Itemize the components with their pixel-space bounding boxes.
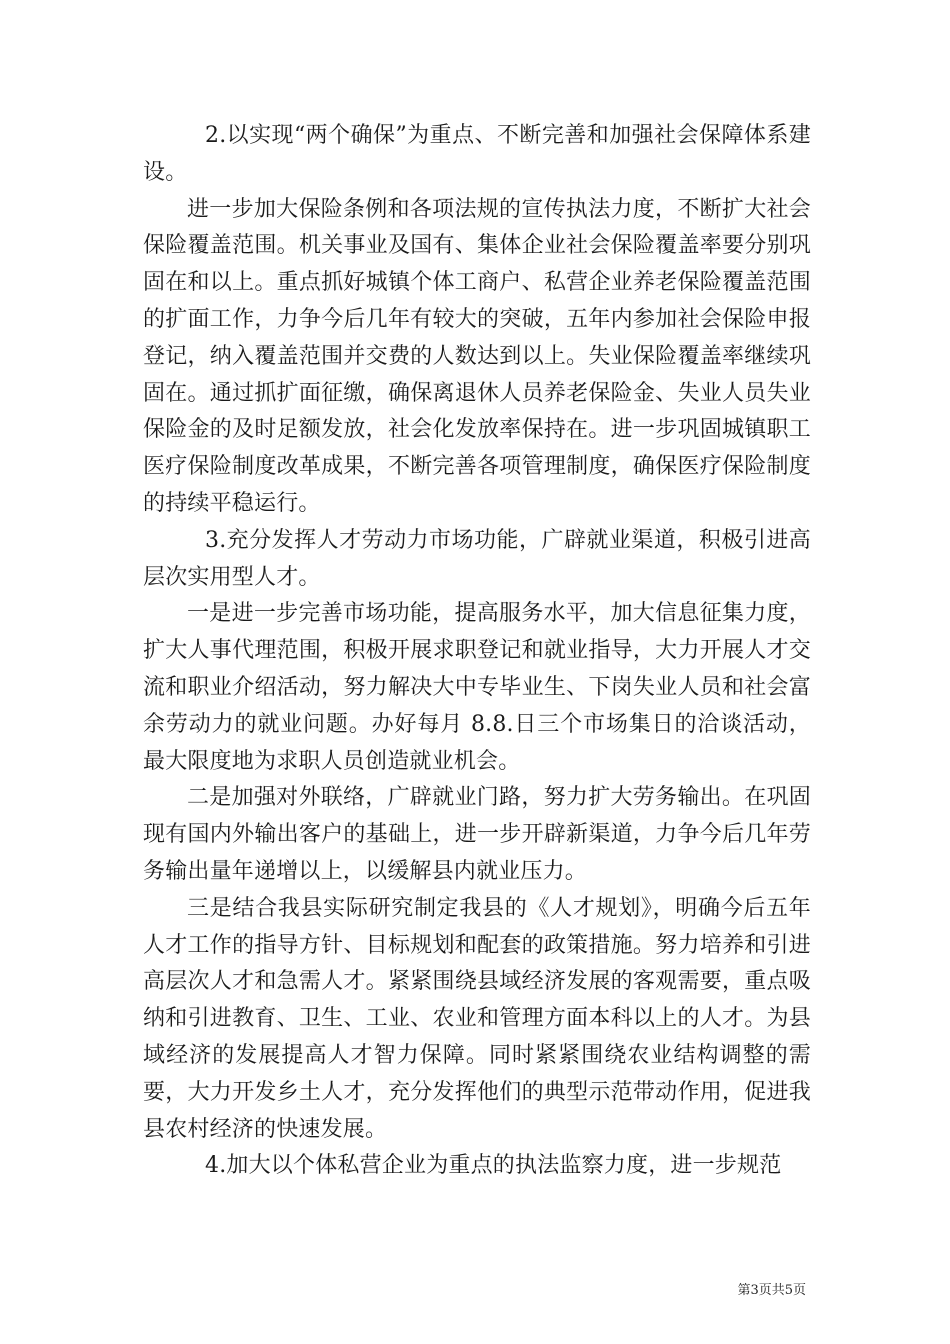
paragraph-market-function: 一是进一步完善市场功能，提高服务水平，加大信息征集力度，扩大人事代理范围，积极开展求职登记和就业指导，大力开展人才交流和职业介绍活动，努力解决大中专毕业生、下岗失业人员和社会富余劳动力的就业问题。办好每月 8.8.日三个市场集日的洽谈活动，最大限度地为求职人员创造就业机会。 (143, 601, 811, 774)
page-number-footer: 第3页共5页 (737, 1283, 806, 1298)
section-heading-4: 4.加大以个体私营企业为重点的执法监察力度，进一步规范 (205, 1153, 782, 1179)
paragraph-social-insurance: 进一步加大保险条例和各项法规的宣传执法力度，不断扩大社会保险覆盖范围。机关事业及国有、集体企业社会保险覆盖率要分别巩固在和以上。重点抓好城镇个体工商户、私营企业养老保险覆盖范围的扩面工作，力争今后几年有较大的突破，五年内参加社会保险申报登记，纳入覆盖范围并交费的人数达到以上。失业保险覆盖率继续巩固在。通过抓扩面征缴，确保离退休人员养老保险金、失业人员失业保险金的及时足额发放，社会化发放率保持在。进一步巩固城镇职工医疗保险制度改革成果，不断完善各项管理制度，确保医疗保险制度的持续平稳运行。 (143, 196, 811, 516)
paragraph-talent-plan: 三是结合我县实际研究制定我县的《人才规划》，明确今后五年人才工作的指导方针、目标规划和配套的政策措施。努力培养和引进高层次人才和急需人才。紧紧围绕县域经济发展的客观需要，重点吸纳和引进教育、卫生、工业、农业和管理方面本科以上的人才。为县域经济的发展提高人才智力保障。同时紧紧围绕农业结构调整的需要，大力开发乡土人才，充分发挥他们的典型示范带动作用，促进我县农村经济的快速发展。 (143, 895, 811, 1142)
section-heading-3: 3.充分发挥人才劳动力市场功能，广辟就业渠道，积极引进高层次实用型人才。 (143, 527, 811, 590)
section-heading-2: 2.以实现“两个确保”为重点、不断完善和加强社会保障体系建设。 (143, 123, 811, 185)
paragraph-labor-export: 二是加强对外联络，广辟就业门路，努力扩大劳务输出。在巩固现有国内外输出客户的基础上，进一步开辟新渠道，力争今后几年劳务输出量年递增以上，以缓解县内就业压力。 (143, 785, 811, 884)
document-body (143, 118, 811, 1185)
